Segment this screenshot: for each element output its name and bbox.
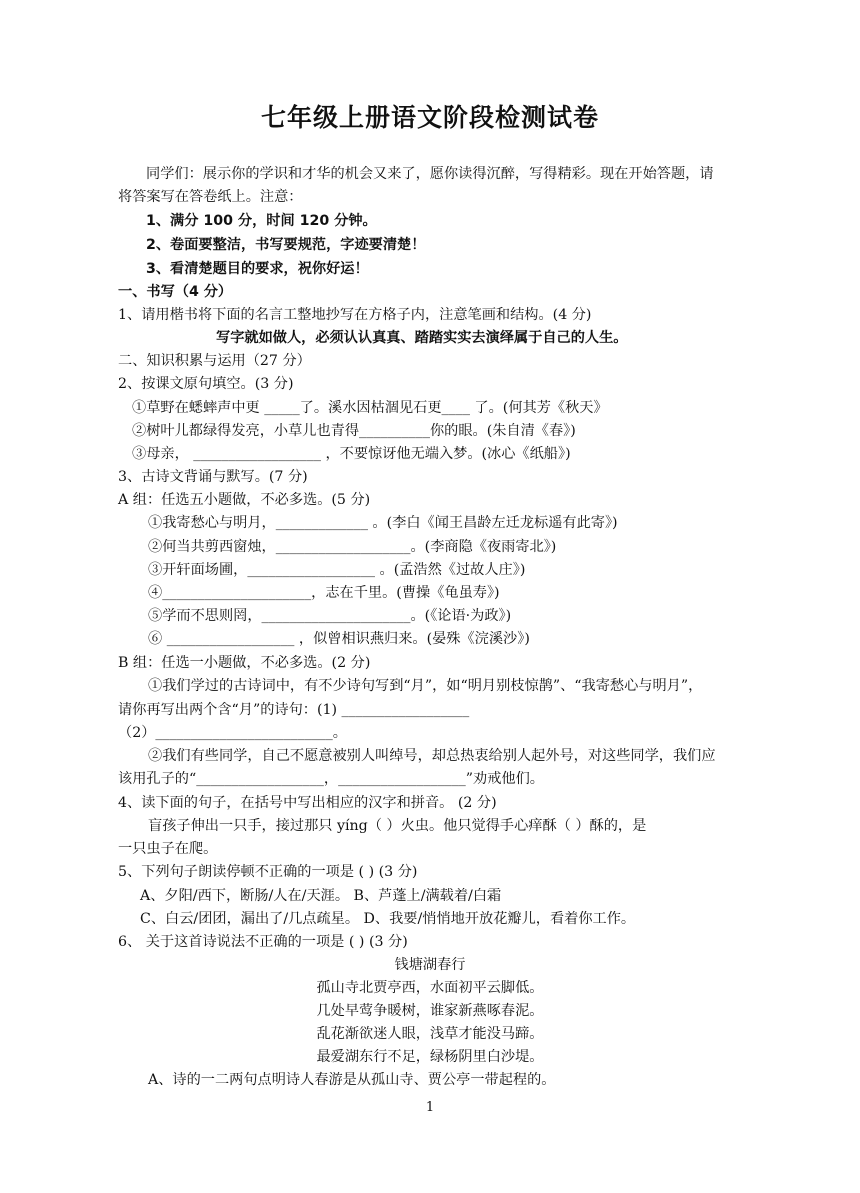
question-5-options: C、白云/团团，漏出了/几点疏星。 D、我要/悄悄地开放花瓣儿，看着你工作。 <box>140 911 636 927</box>
question-2: 2、按课文原句填空。(3 分) <box>118 376 294 392</box>
page-title: 七年级上册语文阶段检测试卷 <box>260 103 599 132</box>
poem-line: 乱花渐欲迷人眼，浅草才能没马蹄。 <box>316 1026 544 1042</box>
poem-line: 几处早莺争暖树，谁家新燕啄春泥。 <box>316 1003 544 1019</box>
group-a-item: ②何当共剪西窗烛，___________________。(李商隐《夜雨寄北》) <box>148 539 557 555</box>
poem-line: 最爱湖东行不足，绿杨阴里白沙堤。 <box>316 1049 544 1065</box>
note-2: 2、卷面要整洁，书写要规范，字迹要清楚！ <box>146 237 426 253</box>
question-4: 4、读下面的句子，在括号中写出相应的汉字和拼音。 (2 分) <box>118 795 497 811</box>
group-b-line: 该用孔子的“__________________，__________________”劝戒他们。 <box>118 771 544 787</box>
intro-line-2: 将答案写在答卷纸上。注意： <box>118 189 303 205</box>
question-3: 3、古诗文背诵与默写。(7 分) <box>118 469 308 485</box>
group-a-heading: A 组：任选五小题做，不必多选。(5 分) <box>118 492 371 508</box>
page-number: 1 <box>425 1100 435 1115</box>
question-2-item: ③母亲， __________________ ，不要惊讶他无端入梦。(冰心《纸船》) <box>132 446 571 462</box>
group-a-item: ④_____________________，志在千里。(曹操《龟虽寿》) <box>148 585 500 601</box>
poem-line: 孤山寺北贾亭西，水面初平云脚低。 <box>316 980 544 996</box>
group-a-item: ①我寄愁心与明月，_____________ 。(李白《闻王昌龄左迁龙标遥有此寄》) <box>148 515 618 531</box>
group-b-line: ②我们有些同学，自己不愿意被别人叫绰号，却总热衷给别人起外号，对这些同学，我们应 <box>148 748 716 764</box>
group-b-line: 请你再写出两个含“月”的诗句：(1) __________________ <box>118 702 470 718</box>
quote-line: 写字就如做人，必须认认真真、踏踏实实去演绎属于自己的人生。 <box>216 330 628 346</box>
question-2-item: ②树叶儿都绿得发亮，小草儿也青得__________你的眼。(朱自清《春》) <box>132 423 576 439</box>
group-a-item: ③开轩面场圃，__________________ 。(孟浩然《过故人庄》) <box>148 562 526 578</box>
group-b-line: （2）_________________________。 <box>118 725 347 741</box>
question-4-line: 一只虫子在爬。 <box>118 841 218 857</box>
section2-heading: 二、知识积累与运用（27 分） <box>118 353 311 369</box>
question-5: 5、下列句子朗读停顿不正确的一项是 ( ) (3 分) <box>118 864 418 880</box>
note-1: 1、满分 100 分，时间 120 分钟。 <box>146 213 377 229</box>
question-4-line: 盲孩子伸出一只手，接过那只 yíng（ ）火虫。他只觉得手心痒酥（ ）酥的，是 <box>148 818 647 834</box>
group-b-line: ①我们学过的古诗词中，有不少诗句写到“月”，如“明月别枝惊鹊”、“我寄愁心与明月”， <box>148 678 703 694</box>
section1-heading: 一、书写（4 分） <box>118 284 233 300</box>
question-2-item: ①草野在蟋蟀声中更 _____了。溪水因枯涸见石更____ 了。(何其芳《秋天》 <box>132 400 608 416</box>
question-5-options: A、夕阳/西下，断肠/人在/天涯。 B、芦蓬上/满载着/白霜 <box>140 888 502 904</box>
note-3: 3、看清楚题目的要求，祝你好运！ <box>146 261 369 277</box>
group-a-item: ⑤学而不思则罔，_____________________。(《论语·为政》) <box>148 608 512 624</box>
intro-line-1: 同学们：展示你的学识和才华的机会又来了，愿你读得沉醉，写得精彩。现在开始答题，请 <box>146 166 714 182</box>
question-6-option-a: A、诗的一二两句点明诗人春游是从孤山寺、贾公亭一带起程的。 <box>148 1072 556 1088</box>
poem-title: 钱塘湖春行 <box>394 957 466 973</box>
question-6: 6、 关于这首诗说法不正确的一项是 ( ) (3 分) <box>118 934 408 950</box>
question-1: 1、请用楷书将下面的名言工整地抄写在方格子内，注意笔画和结构。(4 分) <box>118 307 592 323</box>
group-b-heading: B 组：任选一小题做，不必多选。(2 分) <box>118 655 371 671</box>
group-a-item: ⑥ __________________ ，似曾相识燕归来。(晏殊《浣溪沙》) <box>148 631 530 647</box>
